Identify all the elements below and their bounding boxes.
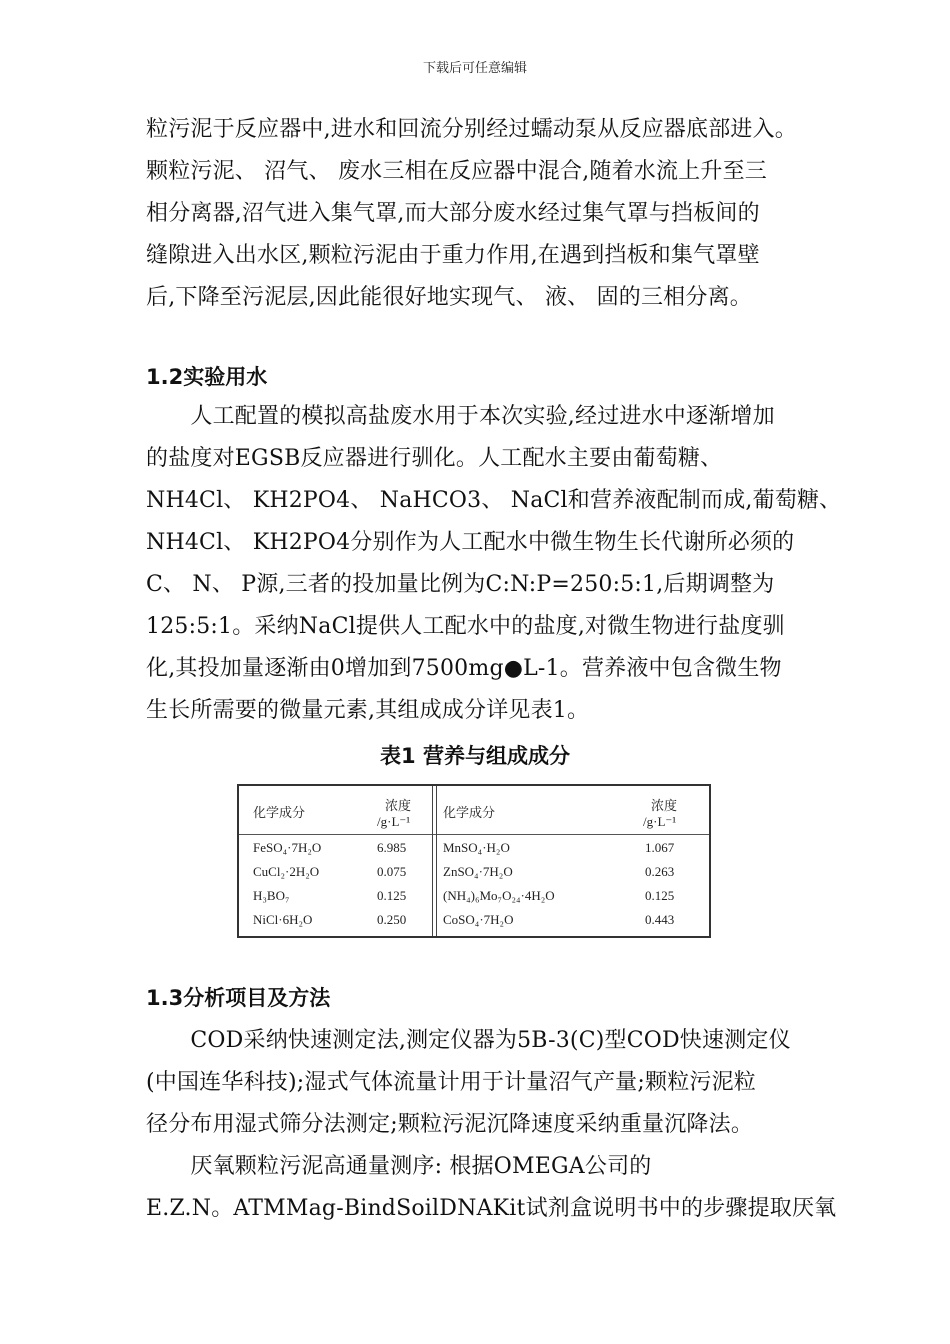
paragraph-line: C、 N、 P源,三者的投加量比例为C:N:P=250:5:1,后期调整为 [146,572,775,597]
compound-cell: H₃BO₇ [253,888,290,903]
column-unit: /g·L⁻¹ [377,814,411,829]
paragraph-line: NH4Cl、 KH2PO4分别作为人工配水中微生物生长代谢所必须的 [146,530,795,555]
value-cell: 0.075 [377,864,407,879]
section-heading: 1.2实验用水 [146,365,268,389]
paragraph-line: 厌氧颗粒污泥高通量测序: 根据OMEGA公司的 [146,1154,652,1179]
paragraph-line: NH4Cl、 KH2PO4、 NaHCO3、 NaCl和营养液配制而成,葡萄糖、 [146,488,842,513]
paragraph-line: 缝隙进入出水区,颗粒污泥由于重力作用,在遇到挡板和集气罩壁 [146,243,760,268]
paragraph-line: 人工配置的模拟高盐废水用于本次实验,经过进水中逐渐增加 [146,404,775,429]
compound-cell: FeSO₄·7H₂O [253,840,322,855]
value-cell: 1.067 [645,840,675,855]
value-cell: 0.125 [377,888,407,903]
paragraph-line: 颗粒污泥、 沼气、 废水三相在反应器中混合,随着水流上升至三 [146,159,767,184]
compound-cell: CuCl₂·2H₂O [253,864,320,879]
paragraph-line: 化,其投加量逐渐由0增加到7500mg●L-1。营养液中包含微生物 [146,656,782,681]
column-header: 化学成分 [253,805,306,820]
paragraph-line: 的盐度对EGSB反应器进行驯化。人工配水主要由葡萄糖、 [146,446,723,471]
column-header: 浓度 [651,798,678,813]
table-row [239,840,709,864]
paragraph-line: (中国连华科技);湿式气体流量计用于计量沼气产量;颗粒污泥粒 [146,1070,756,1095]
value-cell: 0.125 [645,888,675,903]
section-heading: 1.3分析项目及方法 [146,986,331,1010]
table-header [239,794,709,835]
column-header: 浓度 [385,798,412,813]
nutrient-table [237,784,711,938]
table-row [239,864,709,888]
paragraph-line: COD采纳快速测定法,测定仪器为5B-3(C)型COD快速测定仪 [146,1028,791,1053]
paragraph-line: 粒污泥于反应器中,进水和回流分别经过蠕动泵从反应器底部进入。 [146,117,797,142]
paragraph-line: 径分布用湿式筛分法测定;颗粒污泥沉降速度采纳重量沉降法。 [146,1112,754,1137]
paragraph-line: 生长所需要的微量元素,其组成成分详见表1。 [146,698,590,723]
paragraph-line: E.Z.N。ATMMag-BindSoilDNAKit试剂盒说明书中的步骤提取厌氧 [146,1196,837,1221]
table-row [239,912,709,936]
paragraph-line: 后,下降至污泥层,因此能很好地实现气、 液、 固的三相分离。 [146,285,752,310]
compound-cell: ZnSO₄·7H₂O [443,864,513,879]
column-header: 化学成分 [443,805,496,820]
compound-cell: CoSO₄·7H₂O [443,912,514,927]
value-cell: 0.263 [645,864,675,879]
compound-cell: MnSO₄·H₂O [443,840,510,855]
page-header: 下载后可任意编辑 [422,61,527,76]
table-row [239,888,709,912]
paragraph-line: 125:5:1。采纳NaCl提供人工配水中的盐度,对微生物进行盐度驯 [146,614,785,639]
compound-cell: NiCl·6H₂O [253,912,313,927]
value-cell: 0.443 [645,912,675,927]
table-caption: 表1 营养与组成成分 [380,744,570,768]
paragraph-line: 相分离器,沼气进入集气罩,而大部分废水经过集气罩与挡板间的 [146,201,760,226]
compound-cell: (NH₄)₆Mo₇O₂₄·4H₂O [443,888,555,903]
value-cell: 0.250 [377,912,407,927]
value-cell: 6.985 [377,840,407,855]
column-unit: /g·L⁻¹ [643,814,677,829]
